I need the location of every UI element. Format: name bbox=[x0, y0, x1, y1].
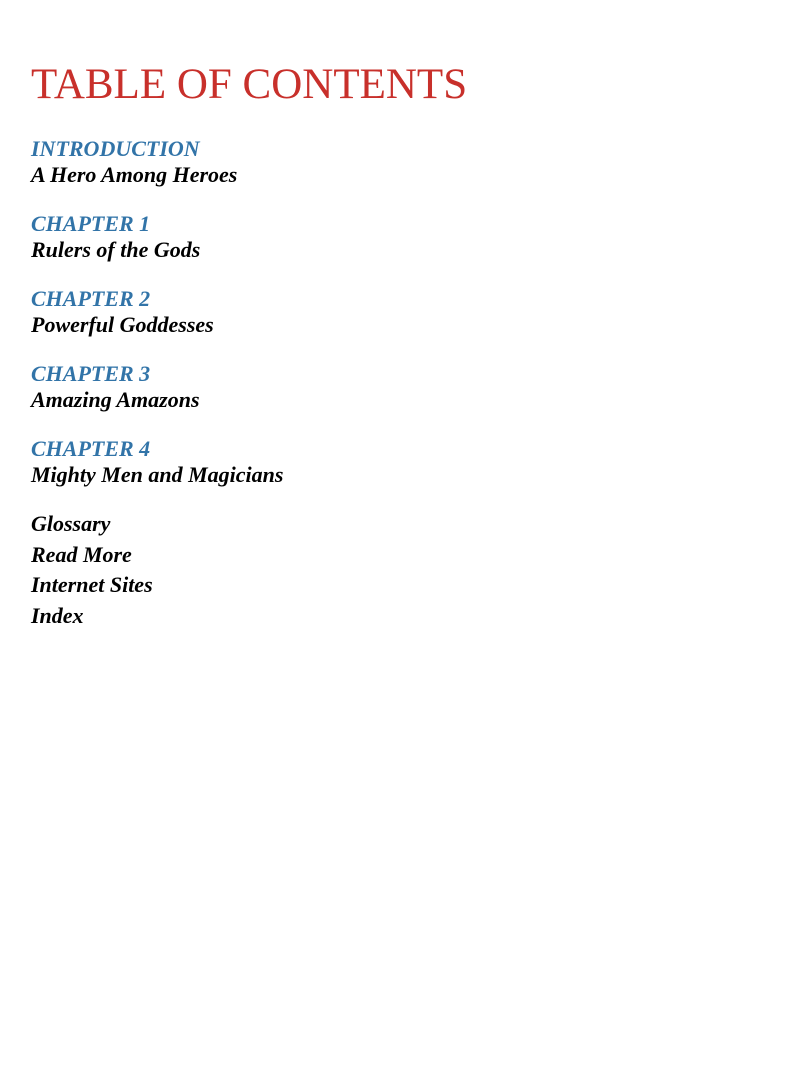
back-matter-list bbox=[31, 509, 771, 631]
toc-entry-introduction bbox=[31, 136, 771, 188]
back-matter-glossary: Glossary bbox=[31, 511, 111, 536]
entry-label: CHAPTER 1 bbox=[31, 211, 151, 236]
entry-title: Rulers of the Gods bbox=[31, 237, 201, 262]
entry-title: Amazing Amazons bbox=[31, 387, 200, 412]
back-matter-read-more: Read More bbox=[31, 541, 132, 567]
toc-entries bbox=[31, 136, 771, 511]
entry-title: A Hero Among Heroes bbox=[31, 162, 238, 187]
toc-entry-chapter-2 bbox=[31, 286, 771, 338]
entry-title: Mighty Men and Magicians bbox=[31, 462, 284, 487]
toc-entry-chapter-4 bbox=[31, 436, 771, 488]
back-matter-internet-sites: Internet Sites bbox=[31, 572, 153, 597]
toc-entry-chapter-1 bbox=[31, 211, 771, 263]
entry-label: CHAPTER 4 bbox=[31, 436, 151, 461]
entry-label: INTRODUCTION bbox=[31, 136, 200, 161]
back-matter-index: Index bbox=[31, 602, 84, 628]
entry-label: CHAPTER 3 bbox=[31, 361, 151, 386]
entry-title: Powerful Goddesses bbox=[31, 312, 214, 337]
entry-label: CHAPTER 2 bbox=[31, 286, 151, 311]
page-title: TABLE OF CONTENTS bbox=[31, 61, 468, 108]
toc-entry-chapter-3 bbox=[31, 361, 771, 413]
